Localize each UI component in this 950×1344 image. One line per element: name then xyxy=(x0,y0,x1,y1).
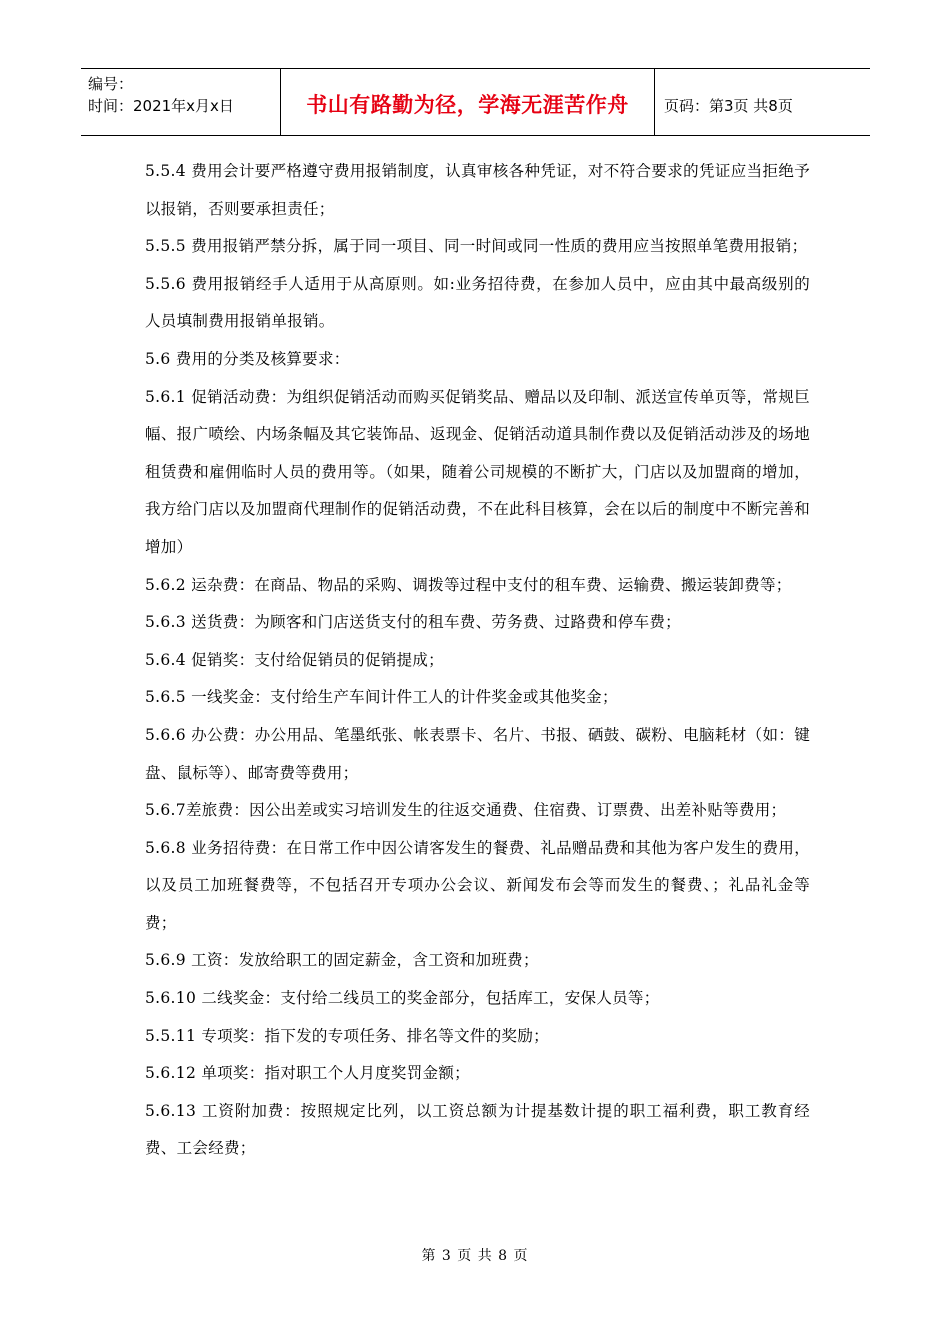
document-date-label: 时间：2021年x月x日 xyxy=(88,97,234,115)
section-heading-5-6: 5.6 费用的分类及核算要求： xyxy=(145,349,350,368)
document-header xyxy=(81,68,870,136)
paragraph-5-6-2: 5.6.2 运杂费：在商品、物品的采购、调拨等过程中支付的租车费、运输费、搬运装卸费等； xyxy=(145,575,792,594)
paragraph-5-5-5: 5.5.5 费用报销严禁分拆，属于同一项目、同一时间或同一性质的费用应当按照单笔费用报销； xyxy=(145,237,808,256)
paragraph-5-6-8: 5.6.8 业务招待费：在日常工作中因公请客发生的餐费、礼品赠品费和其他为客户发生的费用，以及员工加班餐费等，不包括召开专项办公会议、新闻发布会等而发生的餐费、；礼品礼金等费； xyxy=(145,838,810,932)
paragraph-5-5-11: 5.5.11 专项奖：指下发的专项任务、排名等文件的奖励； xyxy=(145,1026,549,1045)
paragraph-5-6-4: 5.6.4 促销奖：支付给促销员的促销提成； xyxy=(145,650,444,669)
header-meta-cell xyxy=(81,69,281,135)
page-footer: 第 3 页 共 8 页 xyxy=(421,1248,529,1264)
header-motto: 书山有路勤为径，学海无涯苦作舟 xyxy=(281,69,655,135)
paragraph-5-6-7: 5.6.7差旅费：因公出差或实习培训发生的往返交通费、住宿费、订票费、出差补贴等费用； xyxy=(145,801,787,820)
header-page-info: 页码：第3页 共8页 xyxy=(664,96,793,115)
paragraph-5-6-6: 5.6.6 办公费：办公用品、笔墨纸张、帐表票卡、名片、书报、硒鼓、碳粉、电脑耗材（如：键盘、鼠标等）、邮寄费等费用； xyxy=(145,725,810,782)
paragraph-5-6-5: 5.6.5 一线奖金：支付给生产车间计件工人的计件奖金或其他奖金； xyxy=(145,688,618,707)
document-number-label: 编号： xyxy=(88,75,134,93)
paragraph-5-6-13: 5.6.13 工资附加费：按照规定比列，以工资总额为计提基数计提的职工福利费，职工教育经费、工会经费； xyxy=(145,1101,810,1158)
paragraph-5-6-10: 5.6.10 二线奖金：支付给二线员工的奖金部分，包括库工，安保人员等； xyxy=(145,989,660,1008)
paragraph-5-5-6: 5.5.6 费用报销经手人适用于从高原则。如:业务招待费，在参加人员中，应由其中最高级别的人员填制费用报销单报销。 xyxy=(145,274,810,331)
document-body xyxy=(145,153,810,1168)
paragraph-5-6-12: 5.6.12 单项奖：指对职工个人月度奖罚金额； xyxy=(145,1064,470,1083)
paragraph-5-6-1: 5.6.1 促销活动费：为组织促销活动而购买促销奖品、赠品以及印制、派送宣传单页等，常规巨幅、报广喷绘、内场条幅及其它装饰品、返现金、促销活动道具制作费以及促销活动涉及的场地租赁费和雇佣临时人员的费用等。（如果，随着公司规模的不断扩大，门店以及加盟商的增加，我方给门店以及加盟商代理制作的促销活动费，不在此科目核算，会在以后的制度中不断完善和增加） xyxy=(145,387,810,556)
paragraph-5-5-4: 5.5.4 费用会计要严格遵守费用报销制度，认真审核各种凭证，对不符合要求的凭证应当拒绝予以报销，否则要承担责任； xyxy=(145,162,810,218)
paragraph-5-6-3: 5.6.3 送货费：为顾客和门店送货支付的租车费、劳务费、过路费和停车费； xyxy=(145,613,681,632)
paragraph-5-6-9: 5.6.9 工资：发放给职工的固定薪金，含工资和加班费； xyxy=(145,951,539,970)
